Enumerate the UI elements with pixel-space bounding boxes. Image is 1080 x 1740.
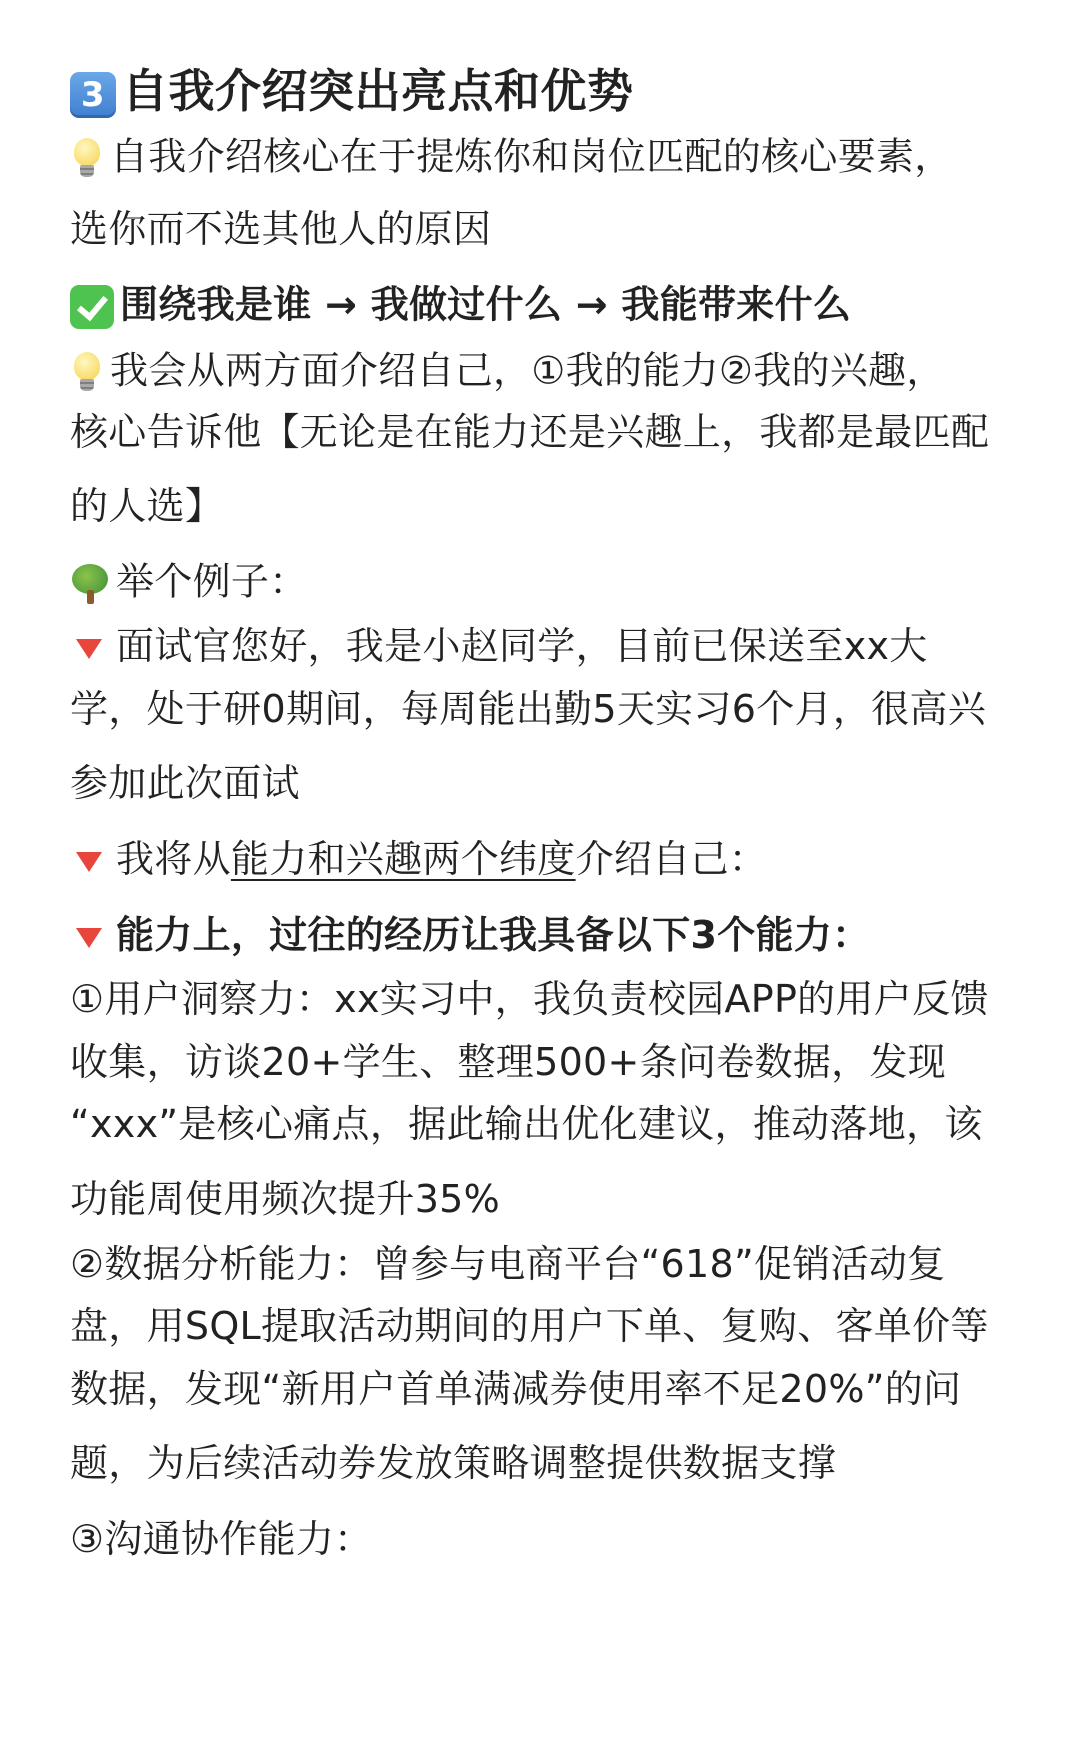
intro-line: 面试官您好，我是小赵同学，目前已保送至xx大: [116, 624, 928, 668]
intro-paragraph: [70, 624, 928, 668]
red-triangle-icon: [76, 928, 102, 948]
lightbulb-icon: [70, 350, 104, 396]
intro-line: 参加此次面试: [70, 761, 300, 805]
ability-line: 功能周使用频次提升35%: [70, 1177, 501, 1221]
example-text: 举个例子：: [116, 559, 308, 604]
ability-line: ①用户洞察力：xx实习中，我负责校园APP的用户反馈: [70, 977, 989, 1021]
ability-line: 数据，发现“新用户首单满减券使用率不足20%”的问: [70, 1367, 962, 1411]
ability-line: 盘，用SQL提取活动期间的用户下单、复购、客单价等: [70, 1304, 989, 1348]
tip-line: 核心告诉他【无论是在能力还是兴趣上，我都是最匹配: [70, 410, 990, 454]
check-mark-icon: [70, 285, 114, 329]
ability-heading-text: 能力上，过往的经历让我具备以下3个能力：: [116, 913, 871, 957]
framework-text: 围绕我是谁 → 我做过什么 → 我能带来什么: [120, 282, 852, 327]
ability-line: ③沟通协作能力：: [70, 1517, 373, 1561]
section-heading: [70, 64, 634, 118]
tip-line: 的人选】: [70, 484, 224, 528]
dimensions-suffix: 介绍自己：: [575, 837, 768, 881]
ability-line: “xxx”是核心痛点，据此输出优化建议，推动落地，该: [70, 1102, 983, 1146]
dimensions-line: [70, 837, 768, 881]
tip-line: 我会从两方面介绍自己，①我的能力②我的兴趣，: [110, 348, 945, 393]
ability-line: 题，为后续活动券发放策略调整提供数据支撑: [70, 1441, 837, 1485]
red-triangle-icon: [76, 639, 102, 659]
framework-line: [70, 282, 852, 329]
lightbulb-icon: [70, 136, 104, 182]
tip-paragraph: [70, 136, 953, 182]
tip-line: 自我介绍核心在于提炼你和岗位匹配的核心要素，: [110, 134, 953, 179]
ability-heading: [70, 913, 871, 957]
intro-line: 学，处于研0期间，每周能出勤5天实习6个月，很高兴: [70, 687, 987, 731]
example-label: [70, 559, 308, 606]
dimensions-prefix: 我将从: [116, 837, 231, 881]
keycap-3-icon: 3: [70, 72, 116, 118]
ability-line: 收集，访谈20+学生、整理500+条问卷数据，发现: [70, 1040, 947, 1084]
red-triangle-icon: [76, 852, 102, 872]
section-title: 自我介绍突出亮点和优势: [122, 64, 634, 118]
tree-icon: [70, 562, 110, 606]
tip-line: 选你而不选其他人的原因: [70, 207, 492, 251]
tip-paragraph: [70, 350, 945, 396]
ability-line: ②数据分析能力：曾参与电商平台“618”促销活动复: [70, 1242, 946, 1286]
dimensions-underlined: 能力和兴趣两个纬度: [230, 837, 576, 881]
